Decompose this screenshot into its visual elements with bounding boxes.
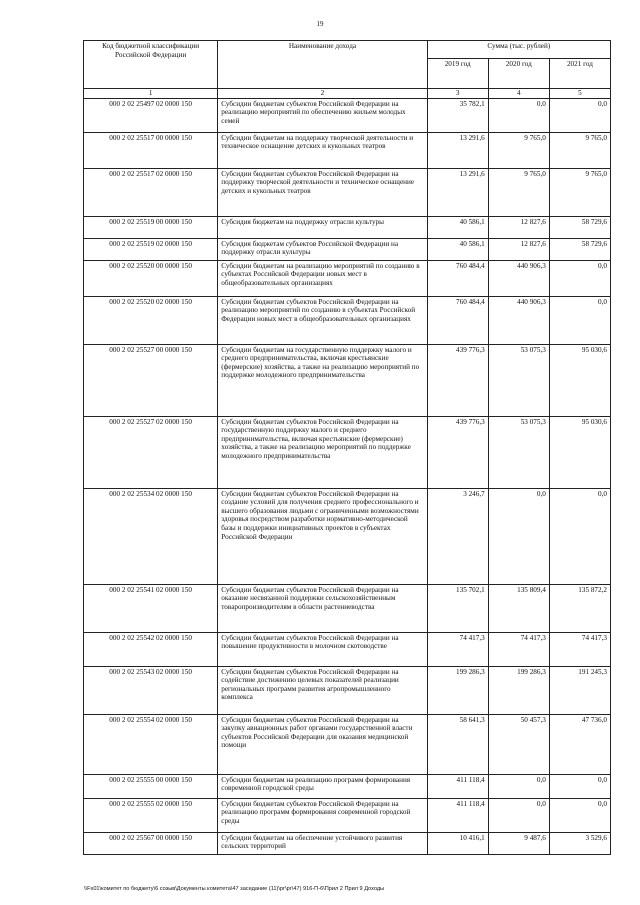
row-2021: 0,0 (549, 296, 610, 344)
table-row (84, 584, 611, 632)
row-2021: 191 245,3 (549, 666, 610, 714)
row-2021: 0,0 (549, 260, 610, 296)
row-code: 000 2 02 25542 02 0000 150 (84, 632, 218, 666)
row-name: Субсидии бюджетам субъектов Российской Федерации на поддержку творческой деятельности и техническое оснащение детских и кукольных театров (218, 168, 427, 216)
row-2019: 760 484,4 (427, 296, 488, 344)
row-code: 000 2 02 25527 00 0000 150 (84, 344, 218, 416)
row-2019: 74 417,3 (427, 632, 488, 666)
row-2019: 13 291,6 (427, 168, 488, 216)
row-2019: 439 776,3 (427, 344, 488, 416)
table-row (84, 260, 611, 296)
row-2021: 0,0 (549, 774, 610, 798)
row-name: Субсидии бюджетам субъектов Российской Федерации на содействие достижению целевых показателей реализации региональных программ развития агропромышленного комплекса (218, 666, 427, 714)
row-2020: 0,0 (488, 488, 549, 584)
table-row (84, 832, 611, 854)
row-2019: 199 286,3 (427, 666, 488, 714)
row-2020: 9 765,0 (488, 132, 549, 168)
row-2019: 13 291,6 (427, 132, 488, 168)
table-row (84, 666, 611, 714)
row-2019: 135 702,1 (427, 584, 488, 632)
row-2020: 12 827,6 (488, 216, 549, 238)
row-2019: 40 586,1 (427, 216, 488, 238)
row-code: 000 2 02 25534 02 0000 150 (84, 488, 218, 584)
row-2021: 9 765,0 (549, 132, 610, 168)
row-2021: 95 030,6 (549, 344, 610, 416)
row-2020: 9 487,6 (488, 832, 549, 854)
footer-file-path: \\Fs01\комитет по бюджету\6 созыв\Документы комитета\47 заседание (11)\рг\рг\47) 916-П-6\Прил 2 Прил 9 Доходы (84, 886, 385, 892)
row-2021: 74 417,3 (549, 632, 610, 666)
row-2020: 440 906,3 (488, 296, 549, 344)
row-2019: 58 641,3 (427, 714, 488, 774)
table-row (84, 632, 611, 666)
row-2019: 439 776,3 (427, 416, 488, 488)
table-row (84, 416, 611, 488)
row-2019: 760 484,4 (427, 260, 488, 296)
row-code: 000 2 02 25519 02 0000 150 (84, 238, 218, 260)
row-2019: 40 586,1 (427, 238, 488, 260)
row-2020: 199 286,3 (488, 666, 549, 714)
row-code: 000 2 02 25497 02 0000 150 (84, 98, 218, 132)
row-2020: 0,0 (488, 798, 549, 832)
row-2021: 58 729,6 (549, 238, 610, 260)
row-code: 000 2 02 25519 00 0000 150 (84, 216, 218, 238)
table-row (84, 296, 611, 344)
row-code: 000 2 02 25567 00 0000 150 (84, 832, 218, 854)
row-2021: 58 729,6 (549, 216, 610, 238)
row-name: Субсидии бюджетам субъектов Российской Федерации на повышение продуктивности в молочном скотоводстве (218, 632, 427, 666)
header-year-2020: 2020 год (488, 58, 549, 88)
row-2019: 411 118,4 (427, 798, 488, 832)
row-name: Субсидии бюджетам субъектов Российской Федерации на реализацию мероприятий по обеспечению жильем молодых семей (218, 98, 427, 132)
row-name: Субсидии бюджетам на поддержку творческой деятельности и техническое оснащение детских и кукольных театров (218, 132, 427, 168)
revenue-table (83, 40, 611, 855)
header-year-2021: 2021 год (549, 58, 610, 88)
row-code: 000 2 02 25517 02 0000 150 (84, 168, 218, 216)
row-code: 000 2 02 25555 00 0000 150 (84, 774, 218, 798)
table-row (84, 798, 611, 832)
row-2020: 50 457,3 (488, 714, 549, 774)
table-row (84, 238, 611, 260)
header-name: Наименование дохода (218, 41, 427, 89)
row-code: 000 2 02 25554 02 0000 150 (84, 714, 218, 774)
table-row (84, 168, 611, 216)
header-year-2019: 2019 год (427, 58, 488, 88)
row-2020: 12 827,6 (488, 238, 549, 260)
row-name: Субсидии бюджетам субъектов Российской Федерации на оказание несвязанной поддержки сельскохозяйственным товаропроизводителям в области растениеводства (218, 584, 427, 632)
row-name: Субсидии бюджетам на реализацию программ формирования современной городской среды (218, 774, 427, 798)
row-name: Субсидии бюджетам на реализацию мероприятий по созданию в субъектах Российской Федерации новых мест в общеобразовательных организациях (218, 260, 427, 296)
row-2019: 10 416,1 (427, 832, 488, 854)
row-2019: 411 118,4 (427, 774, 488, 798)
row-2021: 0,0 (549, 98, 610, 132)
table-row (84, 344, 611, 416)
row-2020: 53 075,3 (488, 344, 549, 416)
row-2020: 9 765,0 (488, 168, 549, 216)
row-2020: 74 417,3 (488, 632, 549, 666)
table-row (84, 216, 611, 238)
col-index: 5 (549, 89, 610, 99)
row-2021: 95 030,6 (549, 416, 610, 488)
row-2021: 3 529,6 (549, 832, 610, 854)
row-2020: 135 809,4 (488, 584, 549, 632)
col-index: 2 (218, 89, 427, 99)
table-row (84, 714, 611, 774)
page-number: 19 (316, 20, 324, 28)
col-index: 4 (488, 89, 549, 99)
row-name: Субсидия бюджетам субъектов Российской Федерации на поддержку отрасли культуры (218, 238, 427, 260)
row-2021: 9 765,0 (549, 168, 610, 216)
row-name: Субсидии бюджетам субъектов Российской Федерации на реализацию мероприятий по созданию в субъектах Российской Федерации новых мест в общеобразовательных организациях (218, 296, 427, 344)
row-name: Субсидии бюджетам субъектов Российской Федерации на государственную поддержку малого и среднего предпринимательства, включая крестьянские (фермерские) хозяйства, а также на реализацию мероприятий по поддержке молодежного предпринимательства (218, 416, 427, 488)
row-code: 000 2 02 25520 00 0000 150 (84, 260, 218, 296)
row-code: 000 2 02 25517 00 0000 150 (84, 132, 218, 168)
row-code: 000 2 02 25555 02 0000 150 (84, 798, 218, 832)
row-2019: 3 246,7 (427, 488, 488, 584)
row-code: 000 2 02 25543 02 0000 150 (84, 666, 218, 714)
row-name: Субсидии бюджетам субъектов Российской Федерации на закупку авиационных работ органами государственной власти субъектов Российской Федерации для оказания медицинской помощи (218, 714, 427, 774)
row-2021: 0,0 (549, 798, 610, 832)
table-row (84, 774, 611, 798)
row-2020: 440 906,3 (488, 260, 549, 296)
table-row (84, 132, 611, 168)
row-code: 000 2 02 25520 02 0000 150 (84, 296, 218, 344)
col-index: 1 (84, 89, 218, 99)
row-2021: 135 872,2 (549, 584, 610, 632)
table-row (84, 488, 611, 584)
row-2020: 0,0 (488, 98, 549, 132)
row-2020: 0,0 (488, 774, 549, 798)
row-2020: 53 075,3 (488, 416, 549, 488)
row-name: Субсидии бюджетам на обеспечение устойчивого развития сельских территорий (218, 832, 427, 854)
row-name: Субсидии бюджетам субъектов Российской Федерации на создание условий для получения среднего профессионального и высшего образования людьми с ограниченными возможностями здоровья посредством разработки нормативно-методической базы и поддержки инициативных проектов в субъектах Российской Федерации (218, 488, 427, 584)
row-2021: 47 736,0 (549, 714, 610, 774)
col-index: 3 (427, 89, 488, 99)
row-code: 000 2 02 25541 02 0000 150 (84, 584, 218, 632)
header-sum: Сумма (тыс. рублей) (427, 41, 610, 59)
row-2021: 0,0 (549, 488, 610, 584)
row-name: Субсидия бюджетам на поддержку отрасли культуры (218, 216, 427, 238)
row-code: 000 2 02 25527 02 0000 150 (84, 416, 218, 488)
row-name: Субсидии бюджетам субъектов Российской Федерации на реализацию программ формирования современной городской среды (218, 798, 427, 832)
table-row (84, 98, 611, 132)
header-code: Код бюджетной классификации Российской Федерации (84, 41, 218, 89)
row-name: Субсидии бюджетам на государственную поддержку малого и среднего предпринимательства, включая крестьянские (фермерские) хозяйства, а также на реализацию мероприятий по поддержке молодежного предпринимательства (218, 344, 427, 416)
row-2019: 35 782,1 (427, 98, 488, 132)
